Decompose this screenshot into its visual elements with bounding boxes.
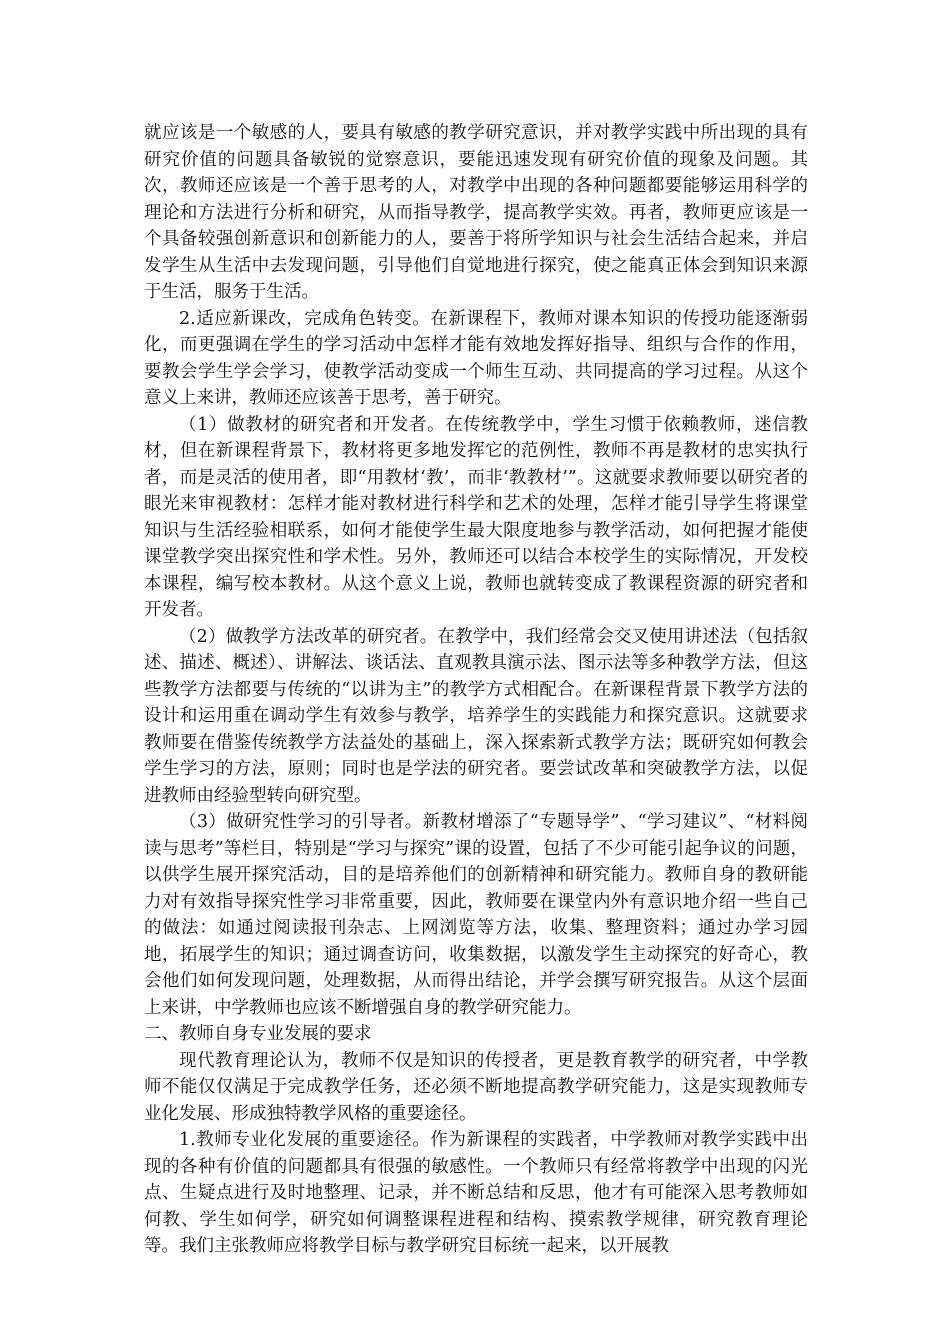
body-paragraph-1: 就应该是一个敏感的人，要具有敏感的教学研究意识，并对教学实践中所出现的具有研究价值的问题具备敏锐的觉察意识，要能迅速发现有研究价值的现象及问题。其次，教师还应该是一个善于思考的人，对教学中出现的各种问题都要能够运用科学的理论和方法进行分析和研究，从而指导教学，提高教学实效。再者，教师更应该是一个具备较强创新意识和创新能力的人，要善于将所学知识与社会生活结合起来，并启发学生从生活中去发现问题，引导他们自觉地进行探究，使之能真正体会到知识来源于生活，服务于生活。 [144,123,808,302]
body-paragraph-5: （3）做研究性学习的引导者。新教材增添了“专题导学”、“学习建议”、“材料阅读与思考”等栏目，特别是“学习与探究”课的设置，包括了不少可能引起争议的问题，以供学生展开探究活动，目的是培养他们的创新精神和研究能力。教师自身的教研能力对有效指导探究性学习非常重要，因此，教师要在课堂内外有意识地介绍一些自己的做法：如通过阅读报刊杂志、上网浏览等方法，收集、整理资料；通过办学习园地，拓展学生的知识；通过调查访问，收集数据，以激发学生主动探究的好奇心，教会他们如何发现问题，处理数据，从而得出结论，并学会撰写研究报告。从这个层面上来讲，中学教师也应该不断增强自身的教学研究能力。 [144,812,808,1018]
document-page [144,120,808,1260]
body-paragraph-4: （2）做教学方法改革的研究者。在教学中，我们经常会交叉使用讲述法（包括叙述、描述、概述）、讲解法、谈话法、直观教具演示法、图示法等多种教学方法，但这些教学方法都要与传统的“以讲为主”的教学方式相配合。在新课程背景下教学方法的设计和运用重在调动学生有效参与教学，培养学生的实践能力和探究意识。这就要求教师要在借鉴传统教学方法益处的基础上，深入探索新式教学方法；既研究如何教会学生学习的方法，原则；同时也是学法的研究者。要尝试改革和突破教学方法，以促进教师由经验型转向研究型。 [144,626,808,806]
body-paragraph-7: 1.教师专业化发展的重要途径。作为新课程的实践者，中学教师对教学实践中出现的各种有价值的问题都具有很强的敏感性。一个教师只有经常将教学中出现的闪光点、生疑点进行及时地整理、记录，并不断总结和反思，他才有可能深入思考教师如何教、学生如何学，研究如何调整课程进程和结构、摸索教学规律，研究教育理论等。我们主张教师应将教学目标与教学研究目标统一起来，以开展教 [144,1130,808,1256]
section-heading: 二、教师自身专业发展的要求 [144,1024,372,1044]
body-paragraph-2: 2.适应新课改，完成角色转变。在新课程下，教师对课本知识的传授功能逐渐弱化，而更强调在学生的学习活动中怎样才能有效地发挥好指导、组织与合作的作用，要教会学生学会学习，使教学活动变成一个师生互动、共同提高的学习过程。从这个意义上来讲，教师还应该善于思考，善于研究。 [144,308,808,408]
body-paragraph-3: （1）做教材的研究者和开发者。在传统教学中，学生习惯于依赖教师，迷信教材，但在新课程背景下，教材将更多地发挥它的范例性，教师不再是教材的忠实执行者，而是灵活的使用者，即“用教材‘教’，而非‘教教材’”。这就要求教师要以研究者的眼光来审视教材：怎样才能对教材进行科学和艺术的处理，怎样才能引导学生将课堂知识与生活经验相联系，如何才能使学生最大限度地参与教学活动，如何把握才能使课堂教学突出探究性和学术性。另外，教师还可以结合本校学生的实际情况，开发校本课程，编写校本教材。从这个意义上说，教师也就转变成了教课程资源的研究者和开发者。 [144,414,808,620]
body-paragraph-6: 现代教育理论认为，教师不仅是知识的传授者，更是教育教学的研究者，中学教师不能仅仅满足于完成教学任务，还必须不断地提高教学研究能力，这是实现教师专业化发展、形成独特教学风格的重要途径。 [144,1050,808,1124]
